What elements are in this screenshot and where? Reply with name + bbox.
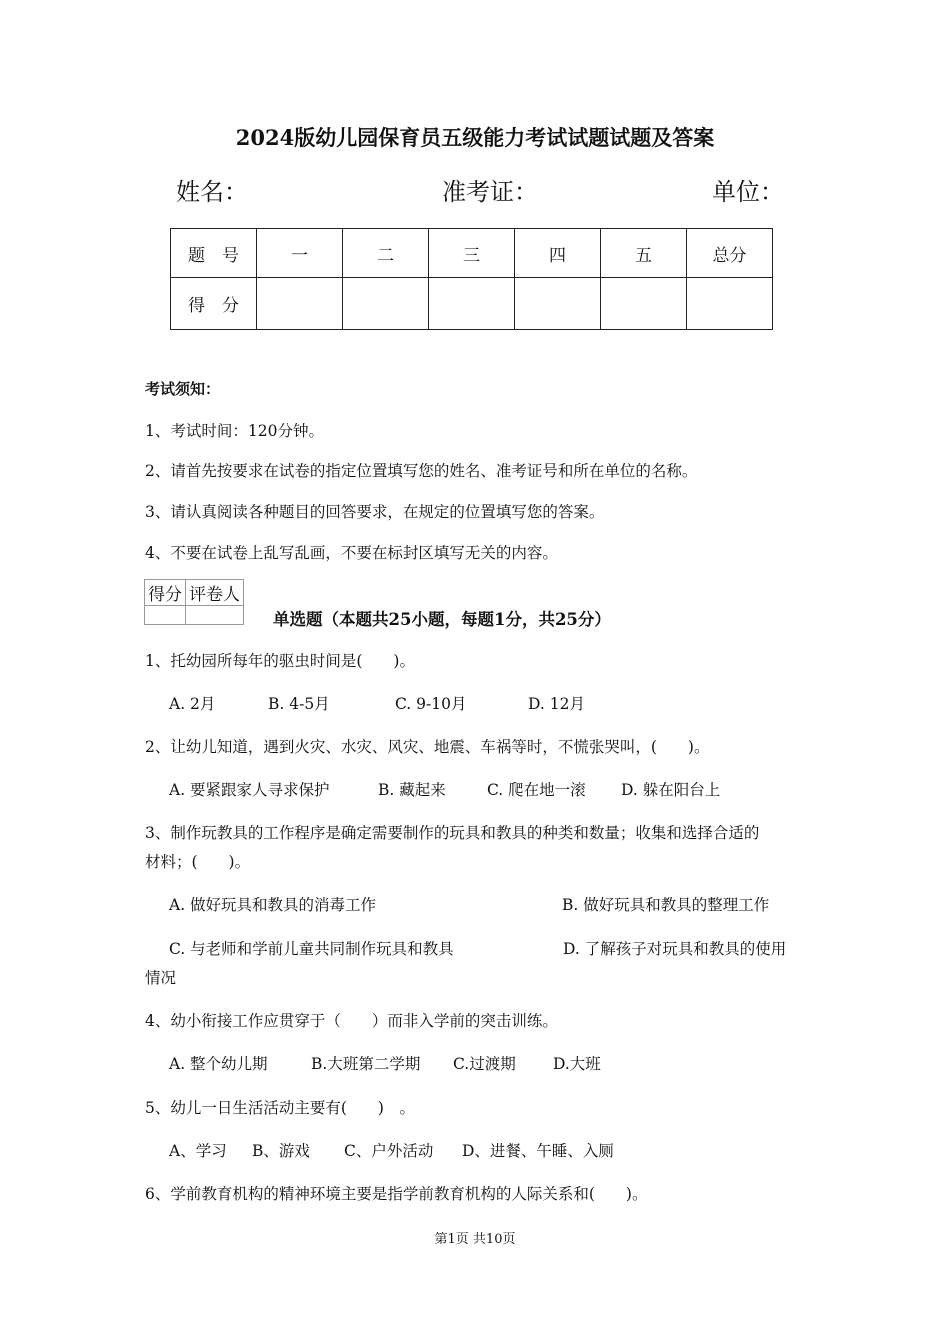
question-stem: 4、幼小衔接工作应贯穿于（ ）而非入学前的突击训练。 (145, 1012, 558, 1030)
question-stem: 2、让幼儿知道，遇到火灾、水灾、风灾、地震、车祸等时，不慌张哭叫，( )。 (145, 738, 710, 756)
score-header-cell: 三 (429, 229, 515, 278)
notice-item: 3、请认真阅读各种题目的回答要求，在规定的位置填写您的答案。 (145, 503, 605, 521)
score-cell[interactable] (601, 278, 687, 330)
name-label: 姓名： (176, 178, 248, 206)
score-row-label: 得 分 (171, 278, 257, 330)
option-c[interactable]: C、户外活动 (344, 1142, 434, 1160)
score-header-cell: 五 (601, 229, 687, 278)
score-table-score-row (171, 278, 773, 330)
section-title: 单选题（本题共25小题，每题1分，共25分） (273, 610, 611, 629)
question-stem: 6、学前教育机构的精神环境主要是指学前教育机构的人际关系和( )。 (145, 1185, 648, 1203)
notice-item: 4、不要在试卷上乱写乱画，不要在标封区填写无关的内容。 (145, 544, 558, 562)
score-cell[interactable] (687, 278, 773, 330)
option-c[interactable]: C. 与老师和学前儿童共同制作玩具和教具 (169, 940, 454, 958)
option-c[interactable]: C. 爬在地一滚 (487, 781, 586, 799)
score-cell[interactable] (515, 278, 601, 330)
option-d[interactable]: D.大班 (553, 1055, 601, 1073)
score-header-cell: 题 号 (171, 229, 257, 278)
notice-item: 2、请首先按要求在试卷的指定位置填写您的姓名、准考证号和所在单位的名称。 (145, 462, 698, 480)
option-a[interactable]: A、学习 (169, 1142, 227, 1160)
option-b[interactable]: B. 藏起来 (378, 781, 446, 799)
score-table (170, 228, 773, 330)
option-b[interactable]: B. 4-5月 (268, 695, 330, 713)
page-title: 2024版幼儿园保育员五级能力考试试题试题及答案 (235, 125, 715, 150)
score-header-cell: 二 (343, 229, 429, 278)
option-d[interactable]: D、进餐、午睡、入厕 (462, 1142, 614, 1160)
exam-id-label: 准考证： (442, 178, 538, 206)
option-d[interactable]: D. 躲在阳台上 (621, 781, 721, 799)
notice-heading: 考试须知： (145, 380, 221, 398)
option-b[interactable]: B、游戏 (252, 1142, 310, 1160)
question-stem-cont: 材料；( )。 (145, 853, 251, 871)
score-cell[interactable] (343, 278, 429, 330)
page-footer: 第1页 共10页 (434, 1232, 516, 1247)
unit-label: 单位： (712, 178, 784, 206)
grader-box (144, 579, 244, 625)
option-b[interactable]: B.大班第二学期 (311, 1055, 421, 1073)
option-d[interactable]: D. 12月 (528, 695, 585, 713)
option-c[interactable]: C.过渡期 (453, 1055, 516, 1073)
score-header-cell: 一 (257, 229, 343, 278)
option-d[interactable]: D. 了解孩子对玩具和教具的使用 (563, 940, 787, 958)
option-c[interactable]: C. 9-10月 (395, 695, 467, 713)
score-header-cell: 总分 (687, 229, 773, 278)
score-header-cell: 四 (515, 229, 601, 278)
option-a[interactable]: A. 做好玩具和教具的消毒工作 (169, 896, 377, 914)
option-a[interactable]: A. 要紧跟家人寻求保护 (169, 781, 330, 799)
question-stem: 5、幼儿一日生活活动主要有( ) 。 (145, 1099, 415, 1117)
question-stem: 1、托幼园所每年的驱虫时间是( )。 (145, 652, 415, 670)
score-cell[interactable] (257, 278, 343, 330)
option-a[interactable]: A. 2月 (169, 695, 216, 713)
score-table-header-row (171, 229, 773, 278)
option-b[interactable]: B. 做好玩具和教具的整理工作 (562, 896, 770, 914)
option-a[interactable]: A. 整个幼儿期 (169, 1055, 268, 1073)
notice-item: 1、考试时间：120分钟。 (145, 422, 324, 440)
grader-score-cell[interactable] (145, 606, 186, 625)
candidate-fields (176, 172, 782, 204)
option-d-cont: 情况 (145, 969, 177, 987)
score-cell[interactable] (429, 278, 515, 330)
question-stem: 3、制作玩教具的工作程序是确定需要制作的玩具和教具的种类和数量；收集和选择合适的 (145, 824, 760, 842)
grader-score-label: 得分 (145, 580, 186, 606)
grader-reviewer-label: 评卷人 (186, 580, 244, 606)
grader-reviewer-cell[interactable] (186, 606, 244, 625)
